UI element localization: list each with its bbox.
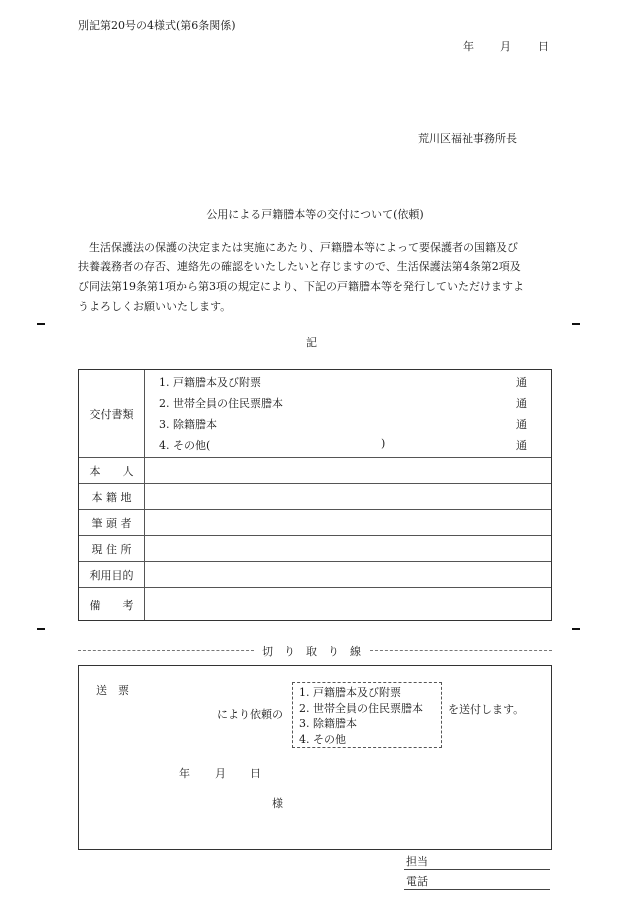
row-label-honseki: 本 籍 地 xyxy=(91,491,132,504)
row-label-purpose: 利用目的 xyxy=(89,569,134,582)
slip-document-list xyxy=(292,682,442,748)
binding-mark-right-bottom xyxy=(572,628,580,630)
doc-item-4-close: ) xyxy=(381,437,386,450)
phone-underline xyxy=(404,889,550,890)
body-line-1: 生活保護法の保護の決定または実施にあたり、戸籍謄本等によって要保護者の国籍及び xyxy=(89,241,518,254)
unit-label: 通 xyxy=(516,376,527,389)
request-table xyxy=(78,369,552,621)
doc-item-4: 4. その他( xyxy=(159,439,211,452)
row-label-hittosha: 筆 頭 者 xyxy=(91,517,132,530)
date-day-label: 日 xyxy=(538,40,549,53)
tanto-label: 担当 xyxy=(406,855,428,868)
row-label-address: 現 住 所 xyxy=(91,543,132,556)
table-row-divider xyxy=(79,561,551,562)
slip-item-1: 1. 戸籍謄本及び附票 xyxy=(299,686,401,699)
slip-item-2: 2. 世帯全員の住民票謄本 xyxy=(299,701,423,715)
unit-label: 通 xyxy=(516,439,527,452)
binding-mark-left-bottom xyxy=(37,628,45,630)
doc-type-label: 交付書類 xyxy=(89,408,134,421)
slip-send-text: を送付します。 xyxy=(448,703,525,716)
slip-date-day: 日 xyxy=(250,767,261,780)
table-column-divider xyxy=(144,370,145,620)
form-number: 別記第20号の4様式(第6条関係) xyxy=(78,19,236,32)
cut-line-left xyxy=(78,650,254,651)
row-label-remarks: 備 考 xyxy=(89,599,134,612)
table-row-divider xyxy=(79,587,551,588)
date-month-label: 月 xyxy=(500,40,511,53)
table-row-divider xyxy=(79,535,551,536)
slip-title: 送 票 xyxy=(96,684,129,697)
slip-date-month: 月 xyxy=(215,767,226,780)
doc-item-3: 3. 除籍謄本 xyxy=(159,418,217,431)
slip-date-year: 年 xyxy=(179,767,190,780)
slip-item-4: 4. その他 xyxy=(299,732,346,746)
slip-request-text: により依頼の xyxy=(217,708,283,721)
cut-line-right xyxy=(370,650,552,651)
doc-item-1: 1. 戸籍謄本及び附票 xyxy=(159,376,261,389)
table-row-divider xyxy=(79,509,551,510)
body-line-4: うよろしくお願いいたします。 xyxy=(78,300,232,313)
ki-label: 記 xyxy=(306,336,317,349)
date-year-label: 年 xyxy=(463,40,474,53)
phone-label: 電話 xyxy=(406,875,428,888)
table-row-divider xyxy=(79,483,551,484)
body-line-2: 扶養義務者の存否、連絡先の確認をいたしたいと存じますので、生活保護法第4条第2項及 xyxy=(78,260,521,273)
binding-mark-left-top xyxy=(37,323,45,325)
binding-mark-right-top xyxy=(572,323,580,325)
document-title: 公用による戸籍謄本等の交付について(依頼) xyxy=(206,208,424,221)
tanto-underline xyxy=(404,869,550,870)
cut-line-label: 切 り 取 り 線 xyxy=(262,645,361,658)
table-row-divider xyxy=(79,457,551,458)
body-line-3: び同法第19条第1項から第3項の規定により、下記の戸籍謄本等を発行していただけますよ xyxy=(78,280,524,293)
unit-label: 通 xyxy=(516,418,527,431)
unit-label: 通 xyxy=(516,397,527,410)
slip-sama: 様 xyxy=(272,797,283,810)
doc-item-2: 2. 世帯全員の住民票謄本 xyxy=(159,397,283,410)
delivery-slip xyxy=(78,665,552,850)
row-label-person: 本 人 xyxy=(89,465,134,478)
recipient: 荒川区福祉事務所長 xyxy=(418,132,517,145)
slip-item-3: 3. 除籍謄本 xyxy=(299,717,357,730)
